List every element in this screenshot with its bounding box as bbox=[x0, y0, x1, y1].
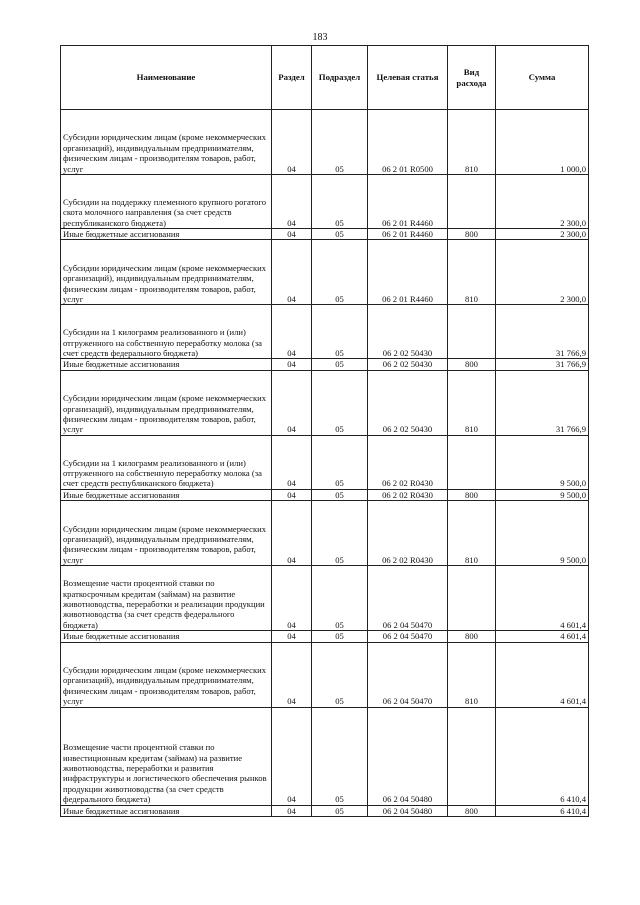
table-row bbox=[61, 110, 589, 175]
cell-expense-type bbox=[448, 305, 496, 359]
header-name: Наименование bbox=[61, 46, 272, 110]
header-section: Раздел bbox=[272, 46, 312, 110]
cell-section: 04 bbox=[272, 805, 312, 816]
cell-section: 04 bbox=[272, 566, 312, 631]
cell-name: Иные бюджетные ассигнования bbox=[61, 805, 272, 816]
header-subsection: Подраздел bbox=[312, 46, 368, 110]
cell-target-article: 06 2 01 R4460 bbox=[368, 240, 448, 305]
cell-subsection: 05 bbox=[312, 501, 368, 566]
cell-subsection: 05 bbox=[312, 642, 368, 707]
cell-section: 04 bbox=[272, 631, 312, 642]
table-row bbox=[61, 305, 589, 359]
header-expense-type: Вид расхода bbox=[448, 46, 496, 110]
table-row bbox=[61, 359, 589, 370]
cell-target-article: 06 2 02 R0430 bbox=[368, 435, 448, 489]
cell-amount: 1 000,0 bbox=[496, 110, 589, 175]
cell-expense-type: 810 bbox=[448, 110, 496, 175]
cell-target-article: 06 2 04 50470 bbox=[368, 642, 448, 707]
cell-target-article: 06 2 04 50480 bbox=[368, 805, 448, 816]
header-amount: Сумма bbox=[496, 46, 589, 110]
cell-subsection: 05 bbox=[312, 707, 368, 805]
cell-section: 04 bbox=[272, 707, 312, 805]
cell-target-article: 06 2 02 R0430 bbox=[368, 489, 448, 500]
cell-target-article: 06 2 04 50480 bbox=[368, 707, 448, 805]
table-row bbox=[61, 370, 589, 435]
cell-expense-type: 810 bbox=[448, 370, 496, 435]
cell-name: Субсидии на 1 килограмм реализованного и (или) отгруженного на собственную переработку молока (за счет средств республиканского бюджета) bbox=[61, 435, 272, 489]
cell-target-article: 06 2 01 R0500 bbox=[368, 110, 448, 175]
cell-subsection: 05 bbox=[312, 240, 368, 305]
cell-subsection: 05 bbox=[312, 566, 368, 631]
cell-name: Иные бюджетные ассигнования bbox=[61, 489, 272, 500]
cell-expense-type bbox=[448, 566, 496, 631]
cell-name: Иные бюджетные ассигнования bbox=[61, 229, 272, 240]
cell-name: Возмещение части процентной ставки по инвестиционным кредитам (займам) на развитие животноводства, переработки и развития инфраструктуры и логистического обеспечения рынков продукции животноводства (за счет средств федерального бюджета) bbox=[61, 707, 272, 805]
cell-section: 04 bbox=[272, 110, 312, 175]
cell-name: Субсидии юридическим лицам (кроме некоммерческих организаций), индивидуальным предпринимателям, физическим лицам - производителям товаров, работ, услуг bbox=[61, 501, 272, 566]
cell-amount: 31 766,9 bbox=[496, 370, 589, 435]
cell-target-article: 06 2 01 R4460 bbox=[368, 229, 448, 240]
table-row bbox=[61, 435, 589, 489]
cell-name: Субсидии юридическим лицам (кроме некоммерческих организаций), индивидуальным предпринимателям, физическим лицам - производителям товаров, работ, услуг bbox=[61, 240, 272, 305]
header-target-article: Целевая статья bbox=[368, 46, 448, 110]
cell-expense-type: 800 bbox=[448, 359, 496, 370]
cell-target-article: 06 2 02 R0430 bbox=[368, 501, 448, 566]
table-row bbox=[61, 631, 589, 642]
cell-amount: 31 766,9 bbox=[496, 359, 589, 370]
cell-expense-type: 810 bbox=[448, 501, 496, 566]
table-header-row bbox=[61, 46, 589, 110]
cell-expense-type bbox=[448, 435, 496, 489]
cell-name: Иные бюджетные ассигнования bbox=[61, 631, 272, 642]
cell-amount: 9 500,0 bbox=[496, 501, 589, 566]
cell-target-article: 06 2 02 50430 bbox=[368, 359, 448, 370]
cell-name: Субсидии юридическим лицам (кроме некоммерческих организаций), индивидуальным предпринимателям, физическим лицам - производителям товаров, работ, услуг bbox=[61, 642, 272, 707]
cell-subsection: 05 bbox=[312, 110, 368, 175]
cell-section: 04 bbox=[272, 435, 312, 489]
cell-subsection: 05 bbox=[312, 370, 368, 435]
cell-expense-type: 810 bbox=[448, 240, 496, 305]
table-row bbox=[61, 240, 589, 305]
cell-expense-type: 800 bbox=[448, 489, 496, 500]
cell-name: Субсидии юридическим лицам (кроме некоммерческих организаций), индивидуальным предпринимателям, физическим лицам - производителям товаров, работ, услуг bbox=[61, 110, 272, 175]
cell-subsection: 05 bbox=[312, 229, 368, 240]
table-row bbox=[61, 229, 589, 240]
budget-table bbox=[60, 45, 589, 817]
cell-amount: 6 410,4 bbox=[496, 707, 589, 805]
cell-expense-type bbox=[448, 707, 496, 805]
cell-target-article: 06 2 04 50470 bbox=[368, 566, 448, 631]
table-row bbox=[61, 707, 589, 805]
cell-name: Иные бюджетные ассигнования bbox=[61, 359, 272, 370]
cell-section: 04 bbox=[272, 359, 312, 370]
cell-subsection: 05 bbox=[312, 175, 368, 229]
cell-amount: 9 500,0 bbox=[496, 489, 589, 500]
cell-subsection: 05 bbox=[312, 359, 368, 370]
cell-section: 04 bbox=[272, 305, 312, 359]
cell-amount: 9 500,0 bbox=[496, 435, 589, 489]
cell-name: Субсидии на 1 килограмм реализованного и (или) отгруженного на собственную переработку молока (за счет средств федерального бюджета) bbox=[61, 305, 272, 359]
cell-target-article: 06 2 02 50430 bbox=[368, 370, 448, 435]
cell-expense-type: 800 bbox=[448, 631, 496, 642]
table-row bbox=[61, 501, 589, 566]
cell-amount: 2 300,0 bbox=[496, 229, 589, 240]
cell-section: 04 bbox=[272, 240, 312, 305]
cell-name: Возмещение части процентной ставки по краткосрочным кредитам (займам) на развитие животноводства, переработки и реализации продукции животноводства (за счет средств федерального бюджета) bbox=[61, 566, 272, 631]
cell-amount: 2 300,0 bbox=[496, 240, 589, 305]
cell-name: Субсидии юридическим лицам (кроме некоммерческих организаций), индивидуальным предпринимателям, физическим лицам - производителям товаров, работ, услуг bbox=[61, 370, 272, 435]
cell-section: 04 bbox=[272, 370, 312, 435]
cell-amount: 4 601,4 bbox=[496, 566, 589, 631]
cell-subsection: 05 bbox=[312, 631, 368, 642]
cell-target-article: 06 2 02 50430 bbox=[368, 305, 448, 359]
cell-section: 04 bbox=[272, 489, 312, 500]
cell-target-article: 06 2 04 50470 bbox=[368, 631, 448, 642]
table-row bbox=[61, 642, 589, 707]
cell-expense-type: 800 bbox=[448, 229, 496, 240]
cell-subsection: 05 bbox=[312, 305, 368, 359]
table-row bbox=[61, 175, 589, 229]
cell-section: 04 bbox=[272, 175, 312, 229]
cell-name: Субсидии на поддержку племенного крупного рогатого скота молочного направления (за счет средств республиканского бюджета) bbox=[61, 175, 272, 229]
cell-expense-type bbox=[448, 175, 496, 229]
cell-section: 04 bbox=[272, 501, 312, 566]
table-row bbox=[61, 805, 589, 816]
table-row bbox=[61, 566, 589, 631]
cell-amount: 6 410,4 bbox=[496, 805, 589, 816]
cell-section: 04 bbox=[272, 642, 312, 707]
cell-amount: 2 300,0 bbox=[496, 175, 589, 229]
cell-target-article: 06 2 01 R4460 bbox=[368, 175, 448, 229]
cell-subsection: 05 bbox=[312, 805, 368, 816]
cell-amount: 4 601,4 bbox=[496, 642, 589, 707]
table-row bbox=[61, 489, 589, 500]
cell-amount: 4 601,4 bbox=[496, 631, 589, 642]
cell-expense-type: 810 bbox=[448, 642, 496, 707]
cell-subsection: 05 bbox=[312, 435, 368, 489]
cell-expense-type: 800 bbox=[448, 805, 496, 816]
cell-amount: 31 766,9 bbox=[496, 305, 589, 359]
page-number: 183 bbox=[312, 32, 328, 43]
cell-section: 04 bbox=[272, 229, 312, 240]
cell-subsection: 05 bbox=[312, 489, 368, 500]
